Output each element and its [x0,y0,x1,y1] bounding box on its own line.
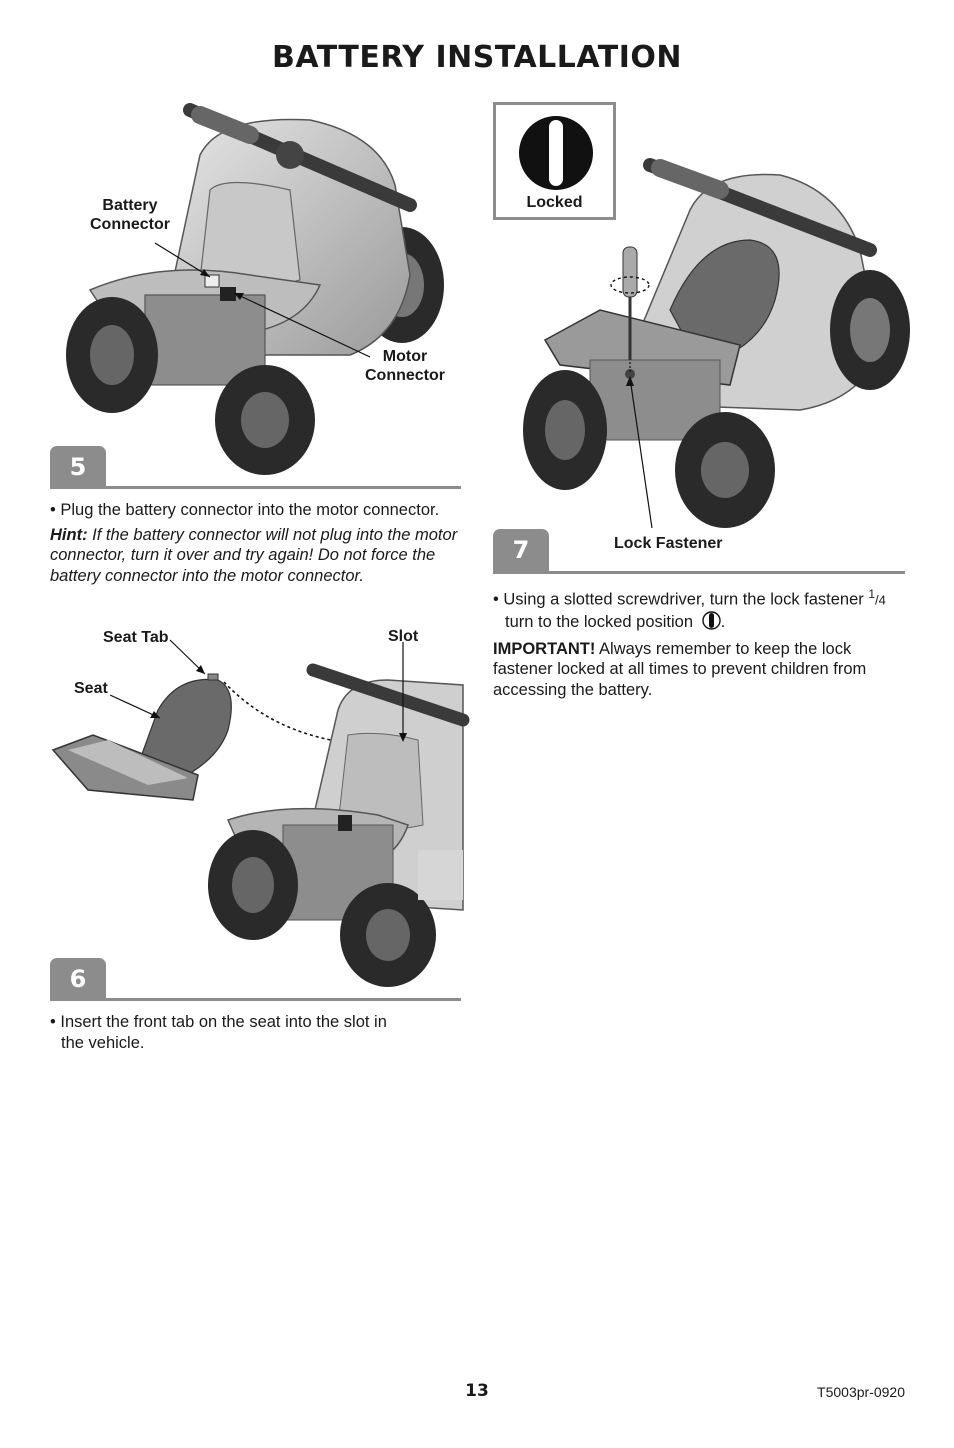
battery-connector-label [90,196,170,234]
hint-text: If the battery connector will not plug into the motor connector, turn it over and try again! Do not force the battery connector into the motor connector. [50,525,458,585]
seat-label: Seat [74,680,108,697]
page-number: 13 [465,1381,489,1401]
step-6-bullet-line2: the vehicle. [61,1033,145,1052]
step-6-rule [50,998,461,1001]
battery-connector-label-line2: Connector [90,216,170,233]
atv-illustration-step7 [520,150,910,530]
motor-connector-label-line2: Connector [365,367,445,384]
step-7-badge: 7 [493,529,549,571]
step-7-bullet-prefix: • Using a slotted screwdriver, turn the lock fastener [493,590,869,609]
step-6-bullet-line1: • Insert the front tab on the seat into the slot in [50,1013,387,1031]
motor-connector-label-line1: Motor [382,348,428,365]
locked-position-icon [702,611,721,630]
atv-illustration-step6 [48,650,463,995]
step-7-rule [493,571,905,574]
step-5-bullet: • Plug the battery connector into the motor connector. [50,501,440,519]
battery-connector-label-line1: Battery [102,197,158,214]
step-7-bullet-line1 [493,584,903,611]
step-7-bullet-line2-text: turn to the locked position [505,613,694,631]
atv-illustration-step5 [50,95,462,480]
step-6-instructions [50,1012,450,1053]
document-code: T5003pr-0920 [817,1384,905,1400]
hint-label: Hint: [50,525,88,544]
important-text: Always remember to keep the lock fastener locked at all times to prevent children from accessing the battery. [493,639,867,699]
step-5-instructions [50,500,465,586]
fraction-denominator: /4 [875,592,886,608]
step-5-hint [50,525,465,587]
step-6-badge: 6 [50,958,106,1000]
motor-connector-label [365,347,445,385]
step-5-rule [50,486,461,489]
step-7-period: . [720,613,726,631]
seat-tab-label: Seat Tab [103,629,169,646]
page-title: BATTERY INSTALLATION [271,40,683,75]
locked-label: Locked [526,194,583,211]
step-7-instructions [493,584,903,700]
step-7-important [493,639,903,701]
lock-fastener-label: Lock Fastener [614,535,723,552]
slot-label: Slot [388,628,419,645]
step-5-badge: 5 [50,446,106,488]
step-7-bullet-line2 [493,611,903,633]
fraction-numerator: 1 [868,587,876,601]
important-label: IMPORTANT! [493,639,596,658]
